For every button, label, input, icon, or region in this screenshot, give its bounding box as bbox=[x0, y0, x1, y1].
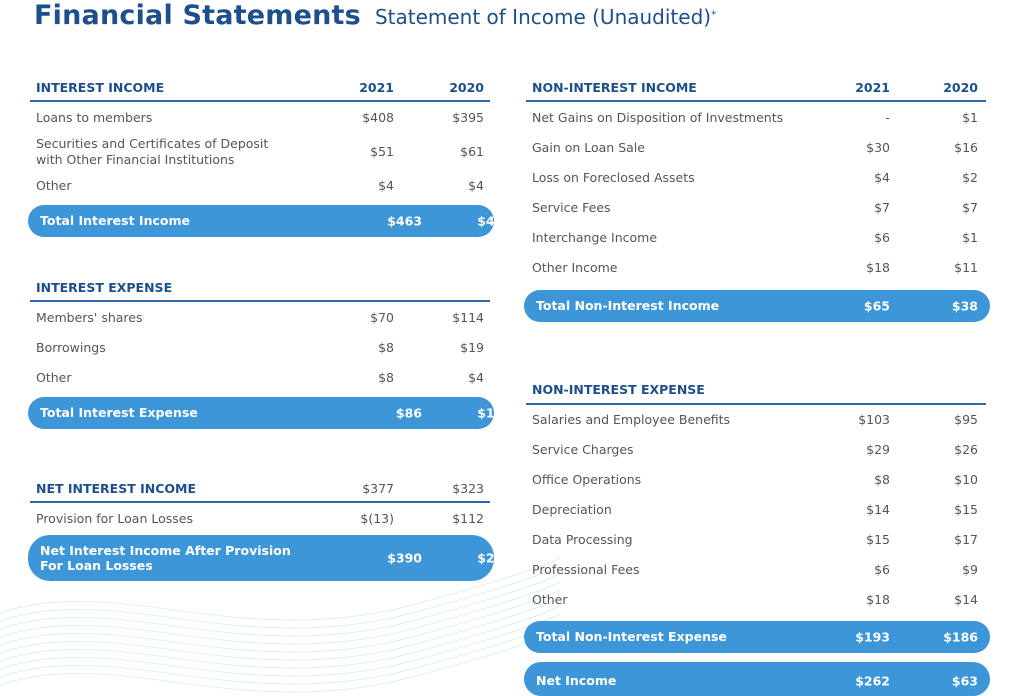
total-value-2020: $211 bbox=[477, 550, 512, 566]
section-rule bbox=[30, 300, 490, 302]
value-2021: $408 bbox=[362, 110, 394, 125]
row-label: Securities and Certificates of Deposit bbox=[36, 136, 269, 151]
row-label: Professional Fees bbox=[532, 562, 640, 577]
value-2021: $8 bbox=[378, 340, 394, 355]
net-income-2021: $262 bbox=[855, 673, 890, 689]
value-2020: $4 bbox=[468, 178, 484, 193]
total-value-2020: $460 bbox=[477, 213, 512, 229]
net-income-label: Net Income bbox=[536, 673, 617, 688]
row-label: Salaries and Employee Benefits bbox=[532, 412, 731, 427]
row-label: Other Income bbox=[532, 260, 618, 275]
value-2021: $51 bbox=[370, 144, 394, 159]
row-label: Interchange Income bbox=[532, 230, 658, 245]
total-interest-expense-bar bbox=[28, 397, 512, 429]
total-value-2021: $390 bbox=[387, 550, 422, 566]
value-2020: $10 bbox=[954, 472, 978, 487]
value-2021: $4 bbox=[874, 170, 890, 185]
column-header-2021: 2021 bbox=[855, 80, 890, 95]
value-2021: $7 bbox=[874, 200, 890, 215]
total-value-2021: $86 bbox=[395, 405, 422, 421]
value-2021: $70 bbox=[370, 310, 394, 325]
total-label: Total Non-Interest Income bbox=[536, 298, 720, 313]
section-heading-net-interest-income: NET INTEREST INCOME bbox=[36, 481, 196, 496]
value-2020: $17 bbox=[954, 532, 978, 547]
value-2021: $377 bbox=[362, 481, 394, 496]
total-non-interest-income-bar bbox=[524, 290, 990, 322]
value-2020: $4 bbox=[468, 370, 484, 385]
value-2021: $29 bbox=[866, 442, 890, 457]
row-label: Service Charges bbox=[532, 442, 634, 457]
value-2020: $26 bbox=[954, 442, 978, 457]
total-value-2020: $38 bbox=[951, 298, 978, 314]
value-2020: $15 bbox=[954, 502, 978, 517]
value-2020: $14 bbox=[954, 592, 978, 607]
value-2021: $(13) bbox=[360, 511, 394, 526]
value-2021: $18 bbox=[866, 592, 890, 607]
section-rule bbox=[30, 100, 490, 102]
section-rule bbox=[526, 100, 986, 102]
net-income-2020: $63 bbox=[951, 673, 978, 689]
section-heading-interest-income: INTEREST INCOME bbox=[36, 80, 165, 95]
row-label: Members' shares bbox=[36, 310, 143, 325]
value-2021: - bbox=[885, 110, 890, 125]
total-non-interest-expense-bar bbox=[524, 621, 990, 653]
value-2020: $2 bbox=[962, 170, 978, 185]
value-2021: $18 bbox=[866, 260, 890, 275]
value-2020: $95 bbox=[954, 412, 978, 427]
value-2020: $112 bbox=[452, 511, 484, 526]
total-value-2021: $65 bbox=[863, 298, 890, 314]
value-2020: $16 bbox=[954, 140, 978, 155]
row-label-line2: with Other Financial Institutions bbox=[36, 152, 235, 167]
page-subtitle: Statement of Income (Unaudited) bbox=[374, 5, 712, 29]
value-2021: $30 bbox=[866, 140, 890, 155]
row-label: Net Gains on Disposition of Investments bbox=[532, 110, 784, 125]
value-2020: $1 bbox=[962, 110, 978, 125]
total-label: Total Non-Interest Expense bbox=[536, 629, 727, 644]
row-label: Other bbox=[36, 178, 72, 193]
total-interest-income-bar bbox=[28, 205, 512, 237]
row-label: Service Fees bbox=[532, 200, 611, 215]
total-value-2020: $137 bbox=[477, 405, 512, 421]
section-heading-interest-expense: INTEREST EXPENSE bbox=[36, 280, 173, 295]
section-rule bbox=[526, 403, 986, 405]
row-label: Loss on Foreclosed Assets bbox=[532, 170, 695, 185]
section-heading-non-interest-income: NON-INTEREST INCOME bbox=[532, 80, 697, 95]
row-label: Provision for Loan Losses bbox=[36, 511, 193, 526]
value-2020: $19 bbox=[460, 340, 484, 355]
footnote-mark: * bbox=[711, 9, 717, 21]
row-label: Other bbox=[532, 592, 568, 607]
section-heading-non-interest-expense: NON-INTEREST EXPENSE bbox=[532, 382, 705, 397]
section-rule bbox=[30, 501, 490, 503]
total-label-line2: For Loan Losses bbox=[40, 558, 153, 573]
total-label: Net Interest Income After Provision bbox=[40, 543, 291, 558]
net-income-bar bbox=[524, 662, 990, 696]
value-2020: $7 bbox=[962, 200, 978, 215]
column-header-2020: 2020 bbox=[449, 80, 484, 95]
row-label: Data Processing bbox=[532, 532, 633, 547]
value-2021: $14 bbox=[866, 502, 890, 517]
value-2021: $15 bbox=[866, 532, 890, 547]
row-label: Depreciation bbox=[532, 502, 612, 517]
total-value-2021: $463 bbox=[387, 213, 422, 229]
row-label: Other bbox=[36, 370, 72, 385]
value-2021: $8 bbox=[874, 472, 890, 487]
value-2020: $61 bbox=[460, 144, 484, 159]
total-value-2021: $193 bbox=[855, 629, 890, 645]
value-2021: $103 bbox=[858, 412, 890, 427]
column-header-2020: 2020 bbox=[943, 80, 978, 95]
value-2020: $1 bbox=[962, 230, 978, 245]
value-2021: $6 bbox=[874, 562, 890, 577]
column-header-2021: 2021 bbox=[359, 80, 394, 95]
value-2020: $395 bbox=[452, 110, 484, 125]
row-label: Loans to members bbox=[36, 110, 153, 125]
value-2021: $4 bbox=[378, 178, 394, 193]
total-label: Total Interest Income bbox=[40, 213, 190, 228]
value-2021: $8 bbox=[378, 370, 394, 385]
total-label: Total Interest Expense bbox=[40, 405, 198, 420]
value-2021: $6 bbox=[874, 230, 890, 245]
page-title: Financial Statements bbox=[34, 0, 361, 31]
value-2020: $114 bbox=[452, 310, 484, 325]
row-label: Gain on Loan Sale bbox=[532, 140, 645, 155]
total-value-2020: $186 bbox=[943, 629, 978, 645]
value-2020: $11 bbox=[954, 260, 978, 275]
value-2020: $323 bbox=[452, 481, 484, 496]
row-label: Borrowings bbox=[36, 340, 106, 355]
page-header bbox=[34, 0, 716, 40]
row-label: Office Operations bbox=[532, 472, 642, 487]
value-2020: $9 bbox=[962, 562, 978, 577]
net-interest-after-provision-bar bbox=[28, 535, 512, 581]
